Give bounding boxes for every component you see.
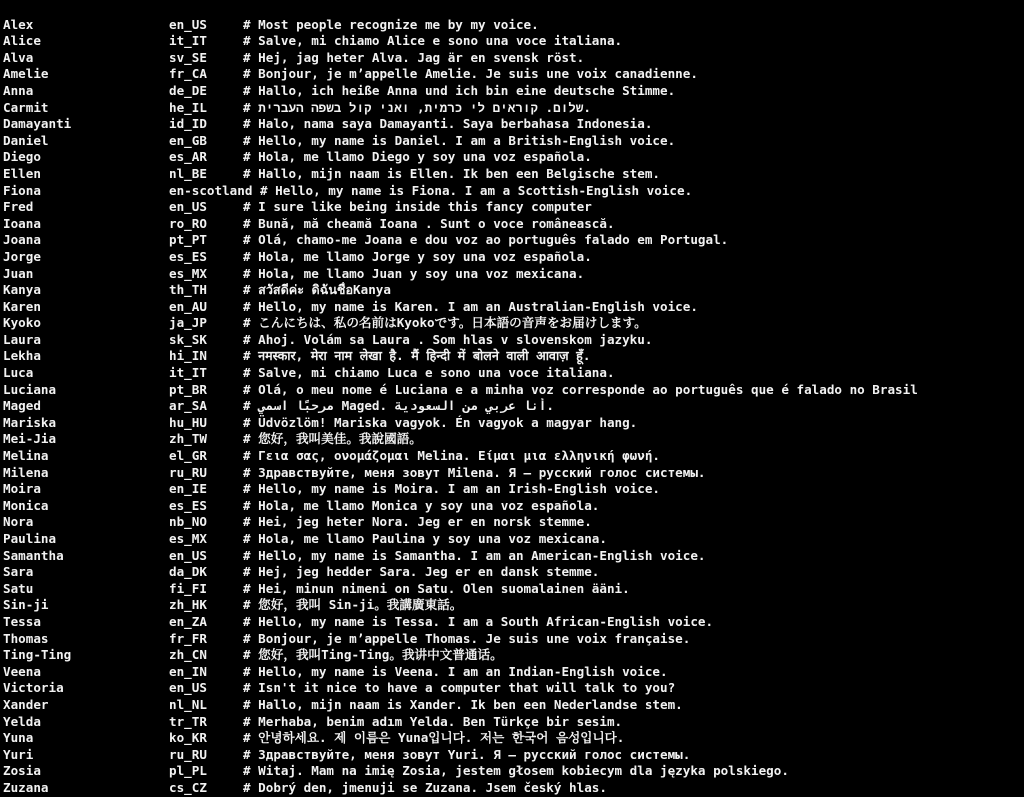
voice-sample: # Hello, my name is Samantha. I am an American-English voice. [243, 547, 706, 563]
voice-locale: sk_SK [169, 331, 207, 347]
voice-name: Nora [3, 514, 34, 530]
voice-name: Yuna [3, 730, 34, 746]
voice-row [3, 365, 1021, 382]
voice-row [3, 564, 1021, 581]
voice-row [3, 249, 1021, 266]
voice-locale: es_AR [169, 149, 207, 165]
voice-locale: th_TH [169, 282, 207, 298]
voice-name: Sara [3, 564, 34, 580]
voice-name: Kanya [3, 282, 41, 298]
voice-row [3, 299, 1021, 316]
voice-row [3, 183, 1021, 200]
voice-row [3, 747, 1021, 764]
voice-locale: es_MX [169, 265, 207, 281]
voice-name: Zosia [3, 763, 41, 779]
voice-name: Monica [3, 497, 49, 513]
voice-name: Moira [3, 481, 41, 497]
voice-sample: # नमस्कार, मेरा नाम लेखा है. मैं हिन्दी में बोलने वाली आवाज़ हूँ. [243, 348, 591, 364]
voice-locale: ru_RU [169, 746, 207, 762]
voice-sample: # Salve, mi chiamo Luca e sono una voce italiana. [243, 365, 615, 381]
voice-row [3, 514, 1021, 531]
voice-sample: # 안녕하세요. 제 이름은 Yuna입니다. 저는 한국어 음성입니다. [243, 730, 625, 746]
voice-sample: # Hello, my name is Karen. I am an Australian-English voice. [243, 298, 698, 314]
voice-name: Carmit [3, 99, 49, 115]
prompt-line [3, 0, 1021, 17]
voice-row [3, 100, 1021, 117]
voice-sample: # Hello, my name is Veena. I am an Indian-English voice. [243, 663, 668, 679]
voice-row [3, 116, 1021, 133]
voice-locale: zh_TW [169, 431, 207, 447]
voice-locale: cs_CZ [169, 779, 207, 795]
voice-row [3, 548, 1021, 565]
voice-locale: pl_PL [169, 763, 207, 779]
voice-row [3, 332, 1021, 349]
voice-sample: # Olá, o meu nome é Luciana e a minha voz corresponde ao português que é falado no Brasil [243, 381, 918, 397]
voice-name: Alex [3, 16, 34, 32]
voice-sample: # مرحبًا اسمي Maged. أنا عربي من السعودية. [243, 398, 554, 414]
voice-name: Daniel [3, 132, 49, 148]
voice-name: Luciana [3, 381, 57, 397]
voice-row [3, 465, 1021, 482]
voice-row [3, 481, 1021, 498]
voice-row [3, 315, 1021, 332]
voice-sample: # Hola, me llamo Jorge y soy una voz española. [243, 248, 592, 264]
voice-sample: # Isn't it nice to have a computer that will talk to you? [243, 680, 676, 696]
voice-locale: zh_HK [169, 597, 207, 613]
voice-name: Satu [3, 580, 34, 596]
voice-sample: # שלום. קוראים לי כרמית, ואני קול בשפה העברית. [243, 99, 591, 115]
voice-locale: ro_RO [169, 215, 207, 231]
voice-locale: nl_NL [169, 696, 207, 712]
voice-sample: # Most people recognize me by my voice. [243, 16, 539, 32]
voice-row [3, 266, 1021, 283]
voice-name: Kyoko [3, 315, 41, 331]
voice-name: Paulina [3, 531, 57, 546]
voice-name: Juan [3, 265, 34, 281]
voice-sample: # Olá, chamo-me Joana e dou voz ao português falado em Portugal. [243, 232, 729, 248]
voice-sample: # Hola, me llamo Monica y soy una voz española. [243, 497, 600, 513]
voice-locale: el_GR [169, 448, 207, 464]
voice-sample: # Dobrý den, jmenuji se Zuzana. Jsem český hlas. [243, 779, 607, 795]
voice-locale: en_AU [169, 298, 207, 314]
voice-sample: # Halo, nama saya Damayanti. Saya berbahasa Indonesia. [243, 116, 653, 132]
voice-row [3, 448, 1021, 465]
voice-locale-and-sample [169, 183, 692, 200]
voice-name: Ellen [3, 165, 41, 181]
voice-row [3, 83, 1021, 100]
voice-locale: da_DK [169, 564, 207, 580]
voice-name: Lekha [3, 348, 41, 364]
voice-locale: ko_KR [169, 730, 207, 746]
voice-locale: en_US [169, 680, 207, 696]
voice-locale: pt_BR [169, 381, 207, 397]
voice-locale: en-scotland [169, 182, 253, 198]
voice-row [3, 415, 1021, 432]
voice-row [3, 730, 1021, 747]
voice-locale: en_GB [169, 132, 207, 148]
voice-locale: en_US [169, 16, 207, 32]
voice-sample: # Hello, my name is Daniel. I am a British-English voice. [243, 132, 676, 148]
voice-name: Joana [3, 232, 41, 248]
voice-name: Luca [3, 365, 34, 381]
voice-locale: nb_NO [169, 514, 207, 530]
voice-locale: pt_PT [169, 232, 207, 248]
voice-sample: # Hej, jeg hedder Sara. Jeg er en dansk stemme. [243, 564, 600, 580]
voice-sample: # 您好，我叫Ting-Ting。我讲中文普通话。 [243, 647, 503, 663]
voice-sample: # Hello, my name is Tessa. I am a South African-English voice. [243, 613, 714, 629]
voice-name: Sin-ji [3, 597, 49, 613]
voice-sample: # Hola, me llamo Diego y soy una voz española. [243, 149, 592, 165]
voice-locale: ar_SA [169, 398, 207, 414]
voice-row [3, 199, 1021, 216]
voice-locale: hi_IN [169, 348, 207, 364]
voice-row [3, 763, 1021, 780]
voice-sample: # Hei, minun nimeni on Satu. Olen suomalainen ääni. [243, 580, 630, 596]
voice-name: Alice [3, 33, 41, 49]
voice-name: Fiona [3, 182, 41, 198]
voice-name: Veena [3, 663, 41, 679]
voice-row [3, 398, 1021, 415]
voice-name: Xander [3, 696, 49, 712]
voice-locale: es_ES [169, 248, 207, 264]
voice-name: Mei-Jia [3, 431, 57, 447]
voice-row [3, 50, 1021, 67]
voice-name: Melina [3, 448, 49, 464]
voice-sample: # Hei, jeg heter Nora. Jeg er en norsk stemme. [243, 514, 592, 530]
voice-locale: en_ZA [169, 613, 207, 629]
voice-row [3, 680, 1021, 697]
voice-row [3, 581, 1021, 598]
voice-sample: # Bonjour, je m’appelle Thomas. Je suis une voix française. [243, 630, 691, 646]
voice-name: Ting-Ting [3, 647, 72, 663]
voice-locale: de_DE [169, 82, 207, 98]
voice-locale: sv_SE [169, 49, 207, 65]
voice-sample: # Здравствуйте, меня зовут Yuri. Я — русский голос системы. [243, 746, 691, 762]
voice-name: Diego [3, 149, 41, 165]
voice-sample: # I sure like being inside this fancy computer [243, 199, 592, 215]
terminal-window[interactable] [3, 0, 1021, 796]
voice-name: Tessa [3, 613, 41, 629]
voice-locale: ru_RU [169, 464, 207, 480]
voice-row [3, 597, 1021, 614]
voice-row [3, 531, 1021, 548]
voice-name: Karen [3, 298, 41, 314]
voice-name: Yuri [3, 746, 34, 762]
voice-locale: it_IT [169, 365, 207, 381]
voice-locale: es_ES [169, 497, 207, 513]
voice-sample: # こんにちは、私の名前はKyokoです。日本語の音声をお届けします。 [243, 315, 647, 331]
voice-locale: en_IN [169, 663, 207, 679]
voice-sample: # Hallo, mijn naam is Xander. Ik ben een Nederlandse stem. [243, 696, 683, 712]
voice-sample: # 您好，我叫美佳。我說國語。 [243, 431, 422, 447]
voice-row [3, 647, 1021, 664]
voice-list [3, 17, 1021, 797]
voice-row [3, 697, 1021, 714]
voice-name: Alva [3, 49, 34, 65]
voice-row [3, 282, 1021, 299]
voice-row [3, 166, 1021, 183]
voice-sample: # Bună, mă cheamă Ioana . Sunt o voce românească. [243, 215, 615, 231]
voice-sample: # Ahoj. Volám sa Laura . Som hlas v slovenskom jazyku. [243, 331, 653, 347]
voice-row [3, 149, 1021, 166]
voice-sample: # Hello, my name is Moira. I am an Irish-English voice. [243, 481, 661, 497]
voice-sample: # Здравствуйте, меня зовут Milena. Я — русский голос системы. [243, 464, 706, 480]
voice-row [3, 382, 1021, 399]
voice-row [3, 431, 1021, 448]
voice-sample: # Salve, mi chiamo Alice e sono una voce italiana. [243, 33, 623, 49]
voice-name: Samantha [3, 547, 64, 563]
voice-locale: en_US [169, 199, 207, 215]
voice-locale: nl_BE [169, 165, 207, 181]
voice-name: Anna [3, 82, 34, 98]
voice-name: Laura [3, 331, 41, 347]
voice-row [3, 498, 1021, 515]
voice-name: Maged [3, 398, 41, 414]
voice-name: Damayanti [3, 116, 72, 132]
voice-row [3, 66, 1021, 83]
voice-sample: # Hello, my name is Fiona. I am a Scottish-English voice. [260, 182, 693, 198]
voice-row [3, 664, 1021, 681]
voice-name: Thomas [3, 630, 49, 646]
voice-sample: # Hola, me llamo Paulina y soy una voz mexicana. [243, 531, 607, 546]
voice-locale: fi_FI [169, 580, 207, 596]
voice-name: Victoria [3, 680, 64, 696]
voice-sample: # Γεια σας, ονομάζομαι Melina. Είμαι μια ελληνική φωνή. [243, 448, 661, 464]
voice-name: Fred [3, 199, 34, 215]
voice-locale: zh_CN [169, 647, 207, 663]
voice-locale: he_IL [169, 99, 207, 115]
voice-sample: # Hallo, mijn naam is Ellen. Ik ben een Belgische stem. [243, 165, 661, 181]
voice-sample: # Witaj. Mam na imię Zosia, jestem głosem kobiecym dla języka polskiego. [243, 763, 789, 779]
voice-sample: # Merhaba, benim adım Yelda. Ben Türkçe bir sesim. [243, 713, 623, 729]
voice-locale: fr_FR [169, 630, 207, 646]
voice-locale: id_ID [169, 116, 207, 132]
voice-row [3, 17, 1021, 34]
voice-sample: # Üdvözlöm! Mariska vagyok. Én vagyok a magyar hang. [243, 414, 638, 430]
voice-locale: en_US [169, 547, 207, 563]
voice-locale: es_MX [169, 531, 207, 546]
voice-row [3, 631, 1021, 648]
voice-row [3, 232, 1021, 249]
voice-name: Zuzana [3, 779, 49, 795]
voice-locale: ja_JP [169, 315, 207, 331]
voice-sample: # Hallo, ich heiße Anna und ich bin eine deutsche Stimme. [243, 82, 676, 98]
voice-name: Jorge [3, 248, 41, 264]
voice-row [3, 614, 1021, 631]
voice-locale: en_IE [169, 481, 207, 497]
voice-sample: # 您好，我叫 Sin-ji。我講廣東話。 [243, 597, 463, 613]
voice-row [3, 348, 1021, 365]
voice-name: Amelie [3, 66, 49, 82]
voice-sample: # Hej, jag heter Alva. Jag är en svensk röst. [243, 49, 585, 65]
voice-locale: it_IT [169, 33, 207, 49]
voice-row [3, 133, 1021, 150]
voice-locale: hu_HU [169, 414, 207, 430]
voice-name: Mariska [3, 414, 57, 430]
voice-name: Ioana [3, 215, 41, 231]
voice-name: Yelda [3, 713, 41, 729]
voice-locale: tr_TR [169, 713, 207, 729]
voice-locale: fr_CA [169, 66, 207, 82]
voice-sample: # Hola, me llamo Juan y soy una voz mexicana. [243, 265, 585, 281]
voice-sample: # Bonjour, je m’appelle Amelie. Je suis une voix canadienne. [243, 66, 698, 82]
voice-sample: # สวัสดีค่ะ ดิฉันชื่อKanya [243, 282, 391, 298]
voice-row [3, 714, 1021, 731]
voice-row [3, 216, 1021, 233]
voice-row [3, 33, 1021, 50]
voice-row [3, 780, 1021, 797]
voice-name: Milena [3, 464, 49, 480]
